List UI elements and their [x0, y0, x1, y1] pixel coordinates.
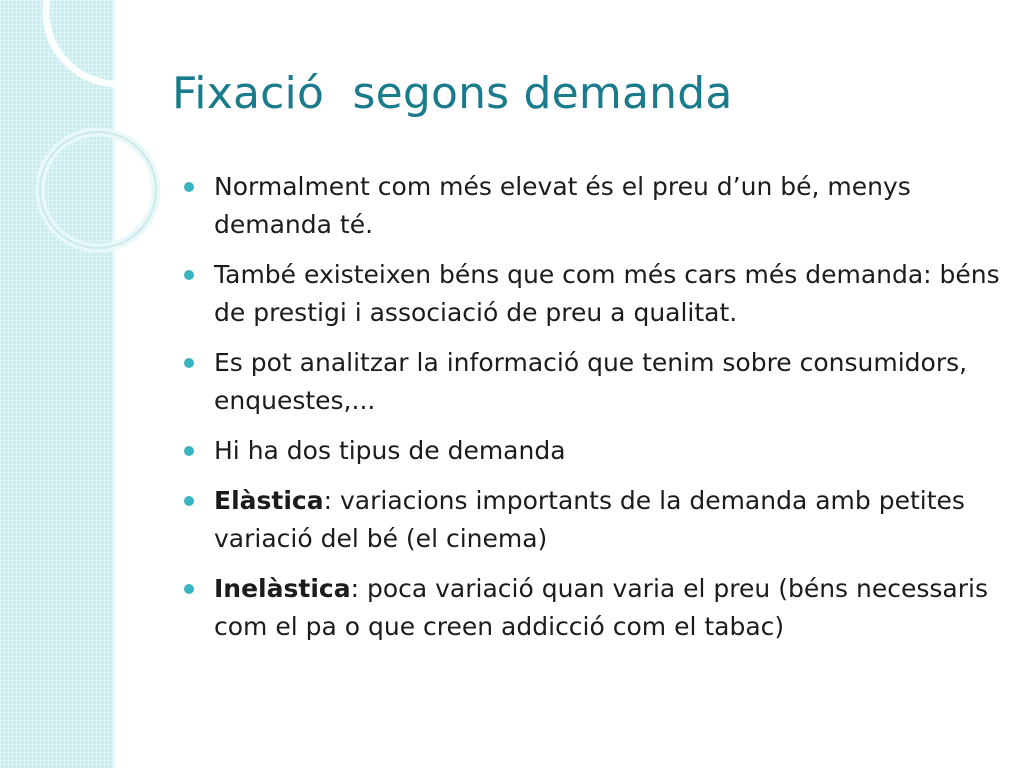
- bullet-dot-icon: [184, 358, 194, 368]
- bullet-text: Hi ha dos tipus de demanda: [214, 436, 566, 465]
- decorative-circles: [0, 0, 200, 300]
- bullet-dot-icon: [184, 584, 194, 594]
- bullet-text: Es pot analitzar la informació que tenim sobre consumidors, enquestes,...: [214, 348, 968, 415]
- bullet-text: : variacions importants de la demanda amb petites variació del bé (el cinema): [214, 486, 965, 553]
- slide-title: Fixació segons demanda: [172, 68, 733, 119]
- bullet-item: [182, 432, 1002, 470]
- bullet-text: Normalment com més elevat és el preu d’un bé, menys demanda té.: [214, 172, 911, 239]
- bullet-dot-icon: [184, 182, 194, 192]
- bullet-item: [182, 256, 1002, 332]
- bullet-term: Elàstica: [214, 486, 324, 515]
- bullet-dot-icon: [184, 496, 194, 506]
- bullet-item: [182, 168, 1002, 244]
- bullet-dot-icon: [184, 446, 194, 456]
- bullet-text: : poca variació quan varia el preu (béns necessaris com el pa o que creen addicció com el tabac): [214, 574, 988, 641]
- bullet-dot-icon: [184, 270, 194, 280]
- bullet-text: També existeixen béns que com més cars més demanda: béns de prestigi i associació de preu a qualitat.: [214, 260, 1000, 327]
- bullet-item: [182, 482, 1002, 558]
- bullet-list: [182, 168, 1002, 658]
- bullet-term: Inelàstica: [214, 574, 351, 603]
- bullet-item: [182, 570, 1002, 646]
- bullet-item: [182, 344, 1002, 420]
